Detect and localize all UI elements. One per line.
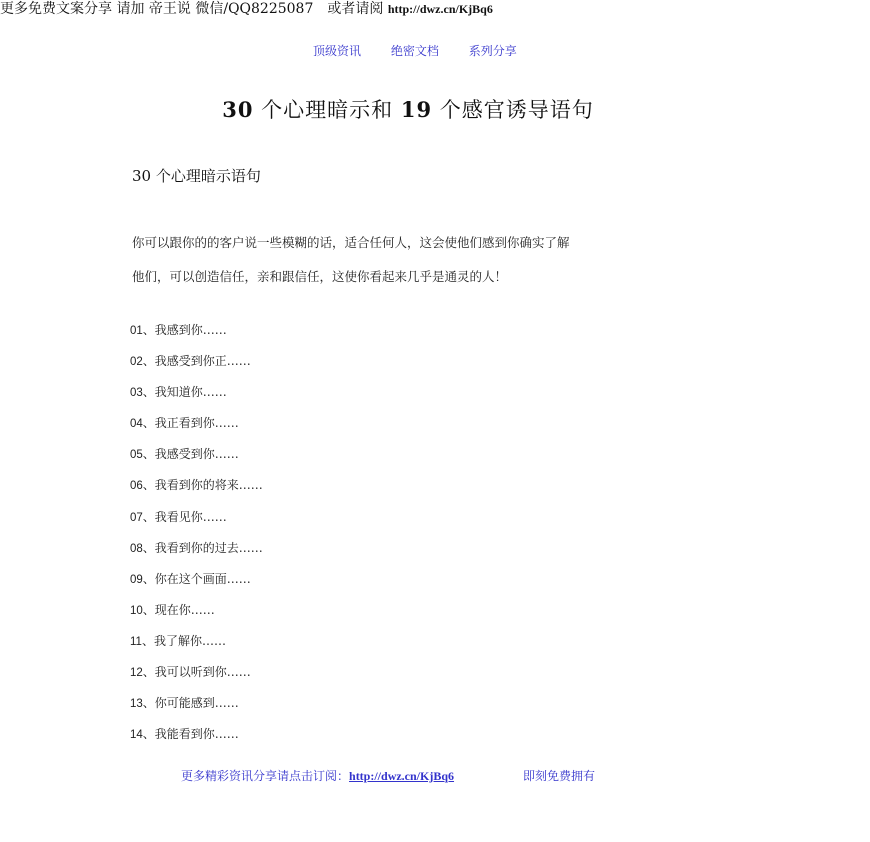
list-item bbox=[130, 380, 263, 411]
item-text: 、你可能感到…… bbox=[142, 696, 239, 711]
list-item bbox=[130, 536, 263, 567]
suggestion-list bbox=[130, 318, 263, 753]
item-number: 11 bbox=[130, 635, 142, 648]
title-number-1: 30 bbox=[222, 97, 254, 122]
list-item bbox=[130, 660, 263, 691]
intro-paragraph bbox=[132, 226, 692, 294]
nav-link-top-news[interactable]: 顶级资讯 bbox=[313, 44, 362, 58]
item-number: 08 bbox=[130, 542, 143, 555]
header-promo-text: 更多免费文案分享 请加 帝王说 微信/QQ8225087 bbox=[0, 1, 314, 17]
list-item bbox=[130, 598, 263, 629]
list-item bbox=[130, 691, 263, 722]
item-text: 、我了解你…… bbox=[141, 633, 226, 648]
item-text: 、我正看到你…… bbox=[142, 416, 239, 431]
item-text: 、我看到你的过去…… bbox=[142, 540, 263, 555]
top-nav bbox=[313, 42, 543, 59]
list-item bbox=[130, 442, 263, 473]
item-text: 、现在你…… bbox=[142, 602, 215, 617]
footer-subscribe bbox=[181, 767, 595, 784]
item-text: 、我感受到你…… bbox=[142, 447, 239, 462]
item-number: 05 bbox=[130, 449, 143, 462]
intro-line-1: 你可以跟你的的客户说一些模糊的话，适合任何人，这会使他们感到你确实了解 bbox=[132, 235, 570, 250]
item-number: 02 bbox=[130, 356, 143, 369]
item-number: 13 bbox=[130, 698, 143, 711]
title-part-2: 个感官诱导语句 bbox=[439, 98, 594, 122]
list-item bbox=[130, 629, 263, 660]
item-number: 06 bbox=[130, 480, 143, 493]
page-title bbox=[0, 94, 816, 124]
nav-link-series-share[interactable]: 系列分享 bbox=[468, 44, 517, 58]
item-text: 、我知道你…… bbox=[142, 385, 227, 400]
list-item bbox=[130, 567, 263, 598]
intro-line-2: 他们，可以创造信任，亲和跟信任，这使你看起来几乎是通灵的人！ bbox=[132, 269, 508, 284]
footer-subscribe-link[interactable]: http://dwz.cn/KjBq6 bbox=[349, 769, 455, 783]
item-text: 、你在这个画面…… bbox=[142, 571, 251, 586]
list-item bbox=[130, 722, 263, 753]
item-number: 01 bbox=[130, 325, 143, 337]
list-item bbox=[130, 349, 263, 380]
list-item bbox=[130, 473, 263, 504]
header-promo bbox=[0, 0, 493, 18]
section-heading: 30 个心理暗示语句 bbox=[132, 167, 261, 185]
title-number-2: 19 bbox=[400, 97, 433, 122]
item-text: 、我感到你…… bbox=[142, 323, 227, 337]
item-text: 、我可以听到你…… bbox=[142, 665, 251, 680]
title-part-1: 个心理暗示和 bbox=[261, 98, 394, 122]
item-text: 、我感受到你正…… bbox=[142, 354, 251, 369]
item-text: 、我能看到你…… bbox=[142, 727, 239, 742]
item-number: 07 bbox=[130, 511, 143, 524]
header-url-link[interactable]: http://dwz.cn/KjBq6 bbox=[387, 2, 493, 16]
list-item bbox=[130, 411, 263, 442]
list-item bbox=[130, 318, 263, 349]
item-text: 、我看到你的将来…… bbox=[142, 478, 263, 493]
footer-lead-text: 更多精彩资讯分享请点击订阅： bbox=[181, 769, 350, 783]
item-text: 、我看见你…… bbox=[142, 509, 227, 524]
item-number: 12 bbox=[130, 667, 143, 680]
list-item bbox=[130, 505, 263, 536]
item-number: 09 bbox=[130, 573, 143, 586]
nav-link-secret-docs[interactable]: 绝密文档 bbox=[390, 44, 439, 58]
header-or-text: 或者请阅 bbox=[327, 1, 384, 17]
item-number: 04 bbox=[130, 418, 143, 431]
item-number: 14 bbox=[130, 729, 143, 742]
footer-tail-link[interactable]: 即刻免费拥有 bbox=[523, 769, 596, 783]
item-number: 03 bbox=[130, 387, 143, 400]
item-number: 10 bbox=[130, 604, 143, 617]
